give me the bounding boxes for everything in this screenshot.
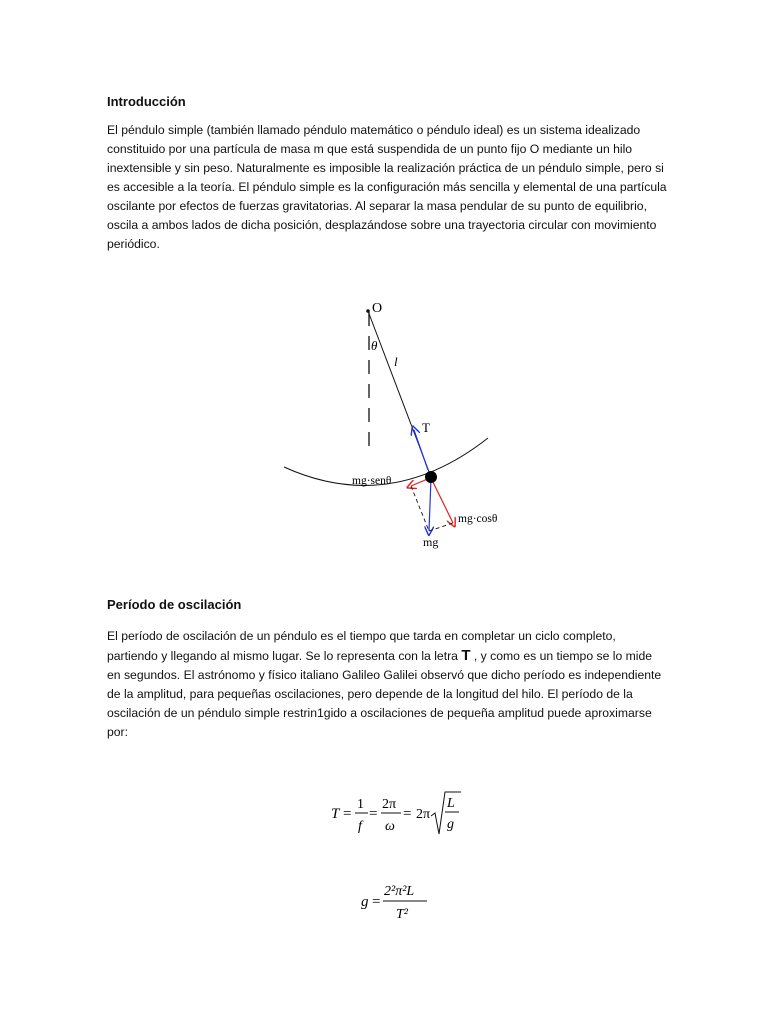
- pendulum-bob: [425, 471, 437, 483]
- radial-arrow: [431, 478, 453, 523]
- formula1-lhs: T: [331, 806, 340, 822]
- formula1-f: f: [358, 819, 362, 834]
- gravity-formula: [355, 876, 445, 926]
- formula1-2pi-b: 2π: [416, 807, 431, 822]
- paragraph-periodo: [107, 627, 667, 742]
- formula2-eq: =: [372, 894, 381, 910]
- weight-arrow: [429, 478, 431, 531]
- construction-line-a: [411, 486, 429, 531]
- formula1-eq1: =: [343, 806, 352, 822]
- heading-periodo: Período de oscilación: [107, 597, 242, 612]
- length-label: l: [394, 354, 398, 369]
- formula2-lhs: g: [361, 894, 369, 910]
- tangential-label: mg·senθ: [352, 475, 392, 487]
- pendulum-diagram: [270, 290, 530, 560]
- formula2-numerator: 2²π²L: [384, 884, 415, 899]
- formula1-eq2: =: [369, 806, 378, 822]
- construction-line-b: [429, 523, 453, 531]
- formula1-L: L: [447, 796, 455, 811]
- formula1-sqrt: [431, 792, 461, 834]
- paragraph-periodo-part2: , y como es un tiempo se lo mide en segundos. El astrónomo y físico italiano Galileo Galilei observó que dicho período es independiente de la amplitud, para pequeñas oscilaciones, pero depende de la longitud del hilo. El período de la oscilación de un péndulo simple restrin1gido a oscilaciones de pequeña amplitud puede aproximarse por:: [107, 649, 662, 739]
- formula1-omega: ω: [385, 819, 395, 834]
- paragraph-introduccion: El péndulo simple (también llamado péndulo matemático o péndulo ideal) es un sistema idealizado constituido por una partícula de masa m que está suspendida de un punto fijo O mediante un hilo inextensible y sin peso. Naturalmente es imposible la realización práctica de un péndulo simple, pero si es accesible a la teoría. El péndulo simple es la configuración más sencilla y elemental de una partícula oscilante por efectos de fuerzas gravitatorias. Al separar la masa pendular de su punto de equilibrio, oscila a ambos lados de dicha posición, desplazándose sobre una trayectoria circular con movimiento periódico.: [107, 123, 667, 251]
- formula1-g: g: [447, 817, 454, 832]
- weight-label: mg: [423, 535, 439, 549]
- heading-introduccion: Introducción: [107, 94, 186, 109]
- period-letter: T: [461, 647, 471, 664]
- formula2-denominator: T²: [396, 907, 408, 922]
- tension-arrow: [414, 430, 428, 470]
- pivot-label: O: [372, 301, 383, 316]
- tension-label: T: [422, 420, 430, 435]
- formula1-eq3: =: [403, 806, 412, 822]
- formula1-one: 1: [357, 797, 364, 812]
- period-formula: [325, 788, 475, 844]
- angle-label: θ: [371, 338, 378, 353]
- paragraph-periodo-part1: El período de oscilación de un péndulo es el tiempo que tarda en completar un ciclo completo, partiendo y llegando al mismo lugar. Se lo representa con la letra: [107, 629, 616, 663]
- radial-label: mg·cosθ: [458, 513, 498, 525]
- formula1-2pi: 2π: [382, 797, 397, 812]
